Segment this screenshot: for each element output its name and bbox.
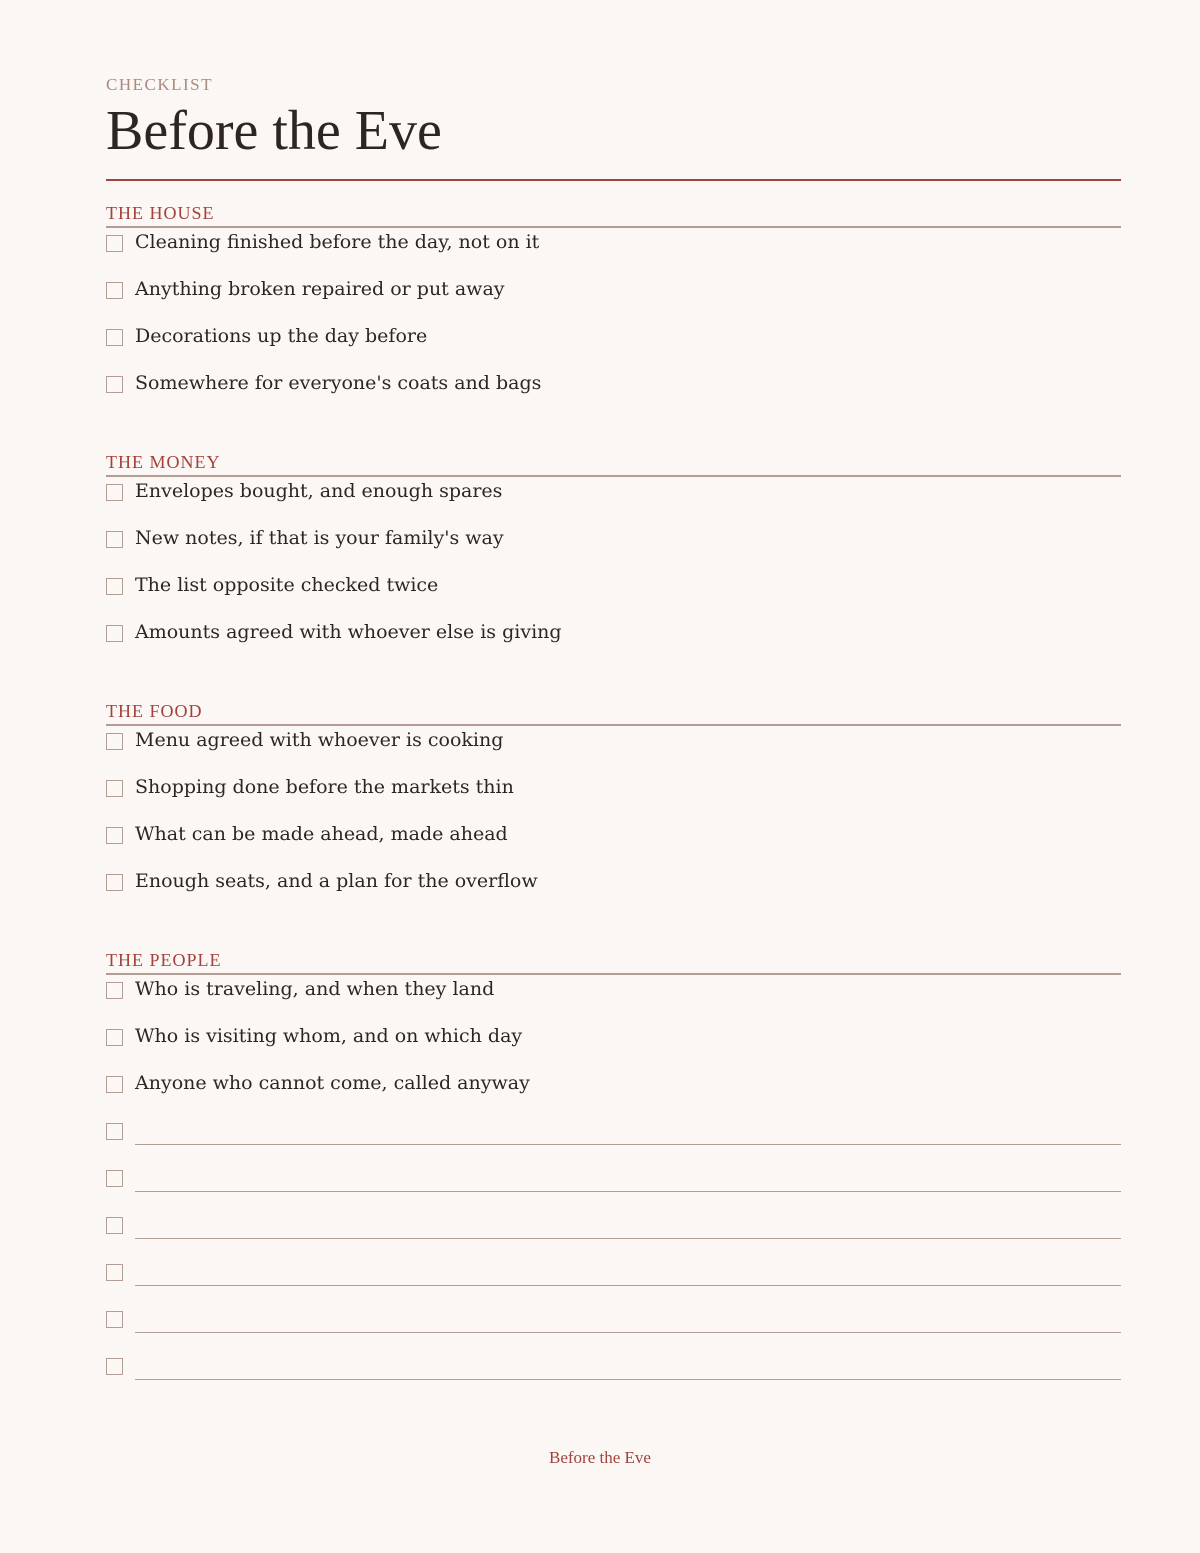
section-the-people bbox=[106, 943, 1121, 1398]
blank-checklist-item bbox=[106, 1163, 1121, 1210]
write-in-line[interactable] bbox=[135, 1144, 1121, 1145]
checklist-item bbox=[106, 322, 1121, 369]
item-text: The list opposite checked twice bbox=[135, 574, 439, 596]
item-text: Shopping done before the markets thin bbox=[135, 776, 514, 798]
blank-checklist-item bbox=[106, 1257, 1121, 1304]
checklist-item bbox=[106, 618, 1121, 665]
checkbox[interactable] bbox=[106, 1170, 123, 1187]
checkbox[interactable] bbox=[106, 1029, 123, 1046]
checklist-item bbox=[106, 1022, 1121, 1069]
checkbox[interactable] bbox=[106, 1123, 123, 1140]
blank-checklist-item bbox=[106, 1210, 1121, 1257]
checkbox[interactable] bbox=[106, 235, 123, 252]
item-text: Anything broken repaired or put away bbox=[135, 278, 505, 300]
page-eyebrow: CHECKLIST bbox=[106, 75, 213, 94]
section-the-house bbox=[106, 196, 1121, 416]
write-in-line[interactable] bbox=[135, 1332, 1121, 1333]
blank-checklist-item bbox=[106, 1304, 1121, 1351]
item-text: Decorations up the day before bbox=[135, 325, 428, 347]
section-header bbox=[106, 943, 1121, 975]
checklist-item bbox=[106, 726, 1121, 773]
checkbox[interactable] bbox=[106, 1076, 123, 1093]
checklist-item bbox=[106, 975, 1121, 1022]
checkbox[interactable] bbox=[106, 1217, 123, 1234]
item-text: Who is visiting whom, and on which day bbox=[135, 1025, 523, 1047]
checklist-item bbox=[106, 1069, 1121, 1116]
section-title: THE FOOD bbox=[106, 701, 203, 721]
page-footer: Before the Eve bbox=[549, 1448, 651, 1467]
checklist-item bbox=[106, 773, 1121, 820]
checklist-item bbox=[106, 228, 1121, 275]
section-the-money bbox=[106, 445, 1121, 665]
item-text: Cleaning finished before the day, not on it bbox=[135, 231, 540, 253]
checkbox[interactable] bbox=[106, 1358, 123, 1375]
item-text: Somewhere for everyone's coats and bags bbox=[135, 372, 542, 394]
item-text: Enough seats, and a plan for the overflow bbox=[135, 870, 538, 892]
section-header bbox=[106, 196, 1121, 228]
section-header bbox=[106, 445, 1121, 477]
section-the-food bbox=[106, 694, 1121, 914]
checklist-item bbox=[106, 369, 1121, 416]
checklist-item bbox=[106, 571, 1121, 618]
item-text: New notes, if that is your family's way bbox=[135, 527, 504, 549]
checkbox[interactable] bbox=[106, 1264, 123, 1281]
checkbox[interactable] bbox=[106, 531, 123, 548]
item-text: Amounts agreed with whoever else is giving bbox=[135, 621, 562, 643]
blank-checklist-item bbox=[106, 1351, 1121, 1398]
checkbox[interactable] bbox=[106, 625, 123, 642]
checkbox[interactable] bbox=[106, 827, 123, 844]
checkbox[interactable] bbox=[106, 874, 123, 891]
item-text: Envelopes bought, and enough spares bbox=[135, 480, 503, 502]
checkbox[interactable] bbox=[106, 733, 123, 750]
blank-checklist-item bbox=[106, 1116, 1121, 1163]
checklist-item bbox=[106, 820, 1121, 867]
page-title: Before the Eve bbox=[106, 100, 442, 162]
section-title: THE MONEY bbox=[106, 452, 221, 472]
checkbox[interactable] bbox=[106, 780, 123, 797]
section-title: THE HOUSE bbox=[106, 203, 215, 223]
section-title: THE PEOPLE bbox=[106, 950, 222, 970]
checklist-item bbox=[106, 867, 1121, 914]
item-text: Menu agreed with whoever is cooking bbox=[135, 729, 504, 751]
checkbox[interactable] bbox=[106, 982, 123, 999]
item-text: Anyone who cannot come, called anyway bbox=[135, 1072, 530, 1094]
write-in-line[interactable] bbox=[135, 1379, 1121, 1380]
item-text: What can be made ahead, made ahead bbox=[135, 823, 508, 845]
checkbox[interactable] bbox=[106, 578, 123, 595]
write-in-line[interactable] bbox=[135, 1191, 1121, 1192]
write-in-line[interactable] bbox=[135, 1285, 1121, 1286]
checkbox[interactable] bbox=[106, 376, 123, 393]
checkbox[interactable] bbox=[106, 329, 123, 346]
checkbox[interactable] bbox=[106, 1311, 123, 1328]
checkbox[interactable] bbox=[106, 282, 123, 299]
title-divider bbox=[106, 179, 1121, 181]
write-in-line[interactable] bbox=[135, 1238, 1121, 1239]
section-header bbox=[106, 694, 1121, 726]
checklist-item bbox=[106, 477, 1121, 524]
checklist-item bbox=[106, 524, 1121, 571]
checkbox[interactable] bbox=[106, 484, 123, 501]
checklist-item bbox=[106, 275, 1121, 322]
item-text: Who is traveling, and when they land bbox=[135, 978, 495, 1000]
